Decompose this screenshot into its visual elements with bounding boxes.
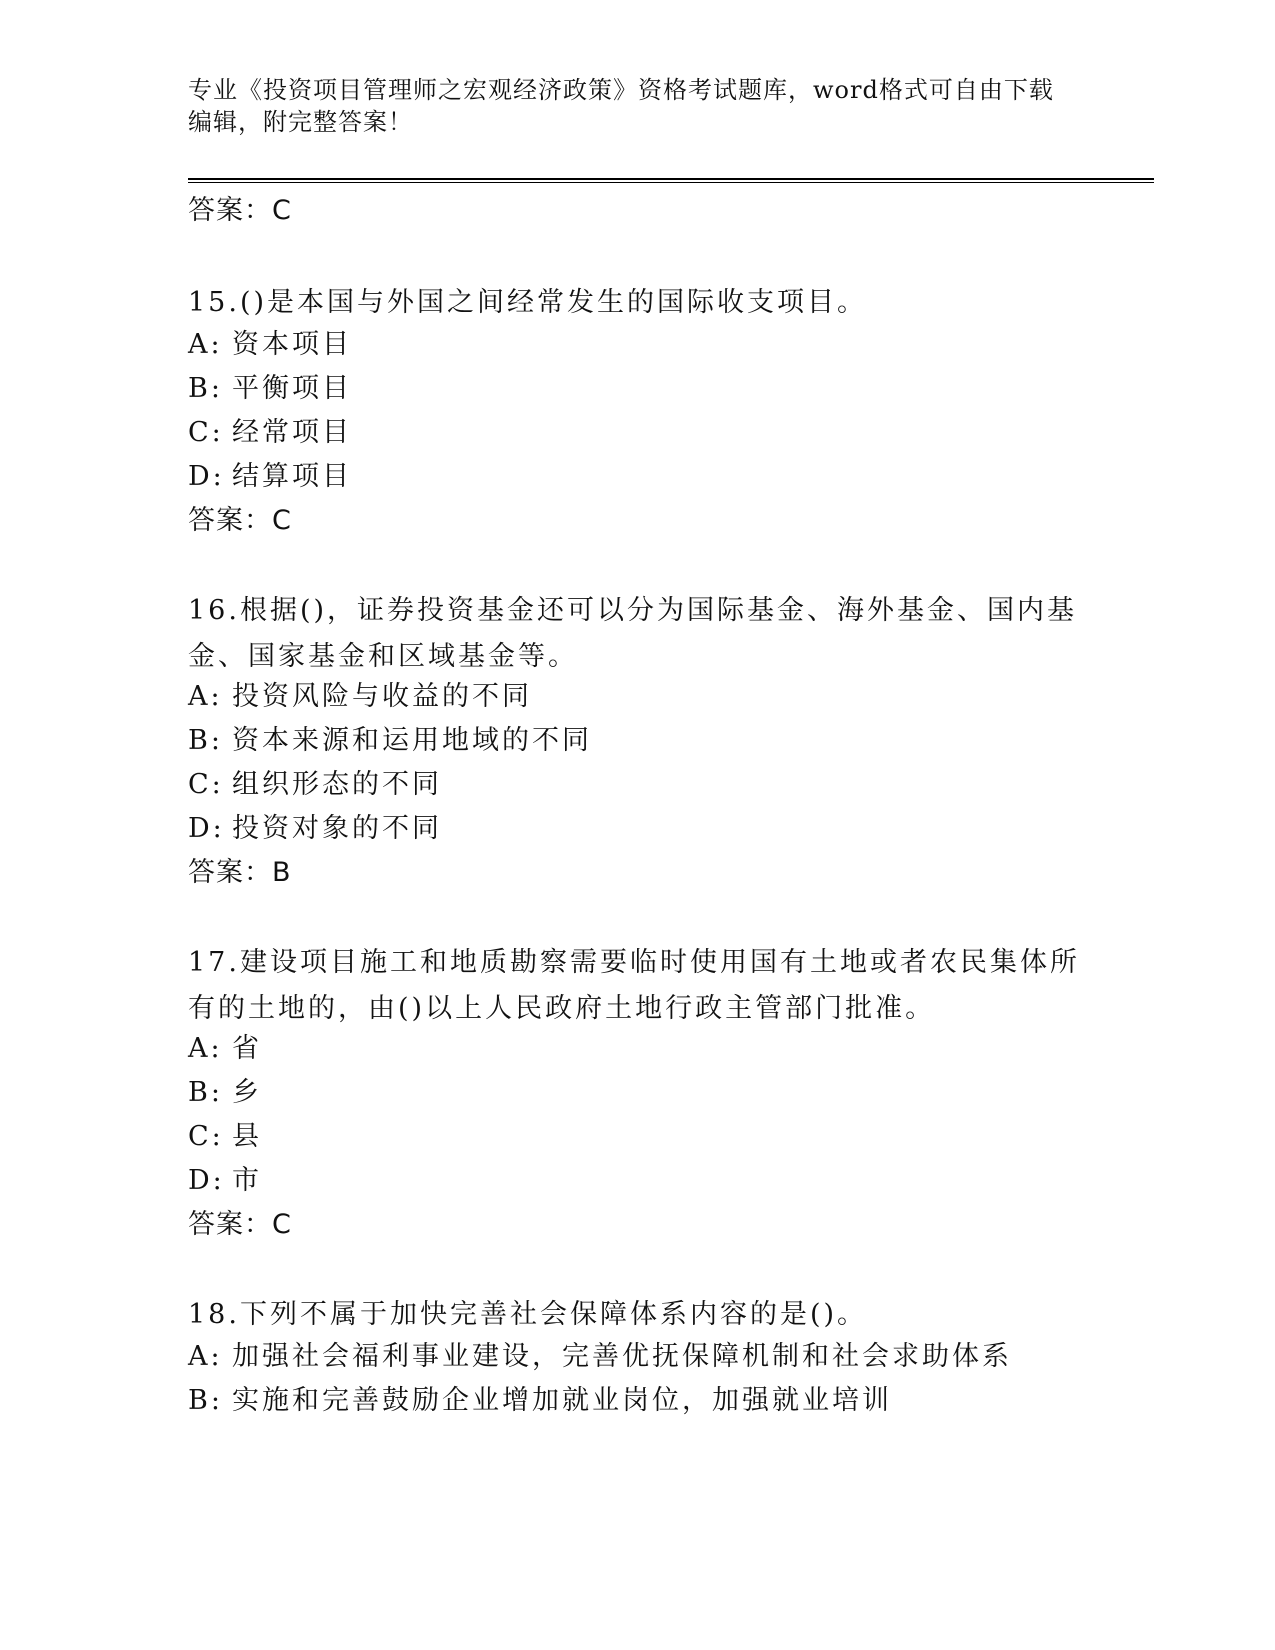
option-b xyxy=(188,1076,1088,1110)
question-stem: 18.下列不属于加快完善社会保障体系内容的是()。 xyxy=(188,1299,868,1330)
question-stem: 17.建设项目施工和地质勘察需要临时使用国有土地或者农民集体所有的土地的，由()以上人民政府土地行政主管部门批准。 xyxy=(188,947,1080,1024)
option-a xyxy=(188,1032,1088,1066)
option-a xyxy=(188,680,1088,714)
option-letter: B: xyxy=(188,373,223,404)
option-letter: A: xyxy=(188,1033,223,1064)
option-text: 经常项目 xyxy=(232,417,352,448)
option-text: 组织形态的不同 xyxy=(232,769,442,800)
option-text: 平衡项目 xyxy=(232,373,352,404)
page-header: 专业《投资项目管理师之宏观经济政策》资格考试题库，word格式可自由下载编辑，附完整答案！ xyxy=(188,76,1054,136)
option-d xyxy=(188,1164,1088,1198)
option-text: 结算项目 xyxy=(232,461,352,492)
option-letter: D: xyxy=(188,1165,225,1196)
answer-line: 答案：B xyxy=(188,857,292,888)
option-text: 市 xyxy=(232,1165,262,1196)
option-text: 省 xyxy=(232,1033,262,1064)
option-letter: B: xyxy=(188,1077,223,1108)
option-c xyxy=(188,416,1088,450)
header-divider xyxy=(188,178,1154,183)
option-letter: A: xyxy=(188,329,223,360)
option-letter: B: xyxy=(188,725,223,756)
option-b xyxy=(188,724,1088,758)
answer-line: 答案：C xyxy=(188,505,292,536)
option-d xyxy=(188,460,1088,494)
option-text: 投资风险与收益的不同 xyxy=(232,681,532,712)
option-text: 乡 xyxy=(232,1077,262,1108)
option-letter: B: xyxy=(188,1385,223,1416)
option-text: 资本来源和运用地域的不同 xyxy=(232,725,592,756)
question-stem: 16.根据()，证券投资基金还可以分为国际基金、海外基金、国内基金、国家基金和区域基金等。 xyxy=(188,595,1078,672)
option-letter: D: xyxy=(188,461,225,492)
option-text: 加强社会福利事业建设，完善优抚保障机制和社会求助体系 xyxy=(232,1341,1012,1372)
question-stem: 15.()是本国与外国之间经常发生的国际收支项目。 xyxy=(188,287,868,318)
option-text: 投资对象的不同 xyxy=(232,813,442,844)
option-a xyxy=(188,1340,1088,1374)
option-letter: A: xyxy=(188,1341,223,1372)
option-text: 资本项目 xyxy=(232,329,352,360)
option-text: 县 xyxy=(232,1121,262,1152)
option-letter: D: xyxy=(188,813,225,844)
option-c xyxy=(188,768,1088,802)
option-letter: C: xyxy=(188,1121,224,1152)
option-letter: C: xyxy=(188,769,224,800)
option-d xyxy=(188,812,1088,846)
option-c xyxy=(188,1120,1088,1154)
option-letter: A: xyxy=(188,681,223,712)
option-b xyxy=(188,1384,1088,1418)
option-text: 实施和完善鼓励企业增加就业岗位，加强就业培训 xyxy=(232,1385,892,1416)
option-a xyxy=(188,328,1088,362)
option-b xyxy=(188,372,1088,406)
answer-line: 答案：C xyxy=(188,1209,292,1240)
option-letter: C: xyxy=(188,417,224,448)
answer-line: 答案：C xyxy=(188,195,292,226)
